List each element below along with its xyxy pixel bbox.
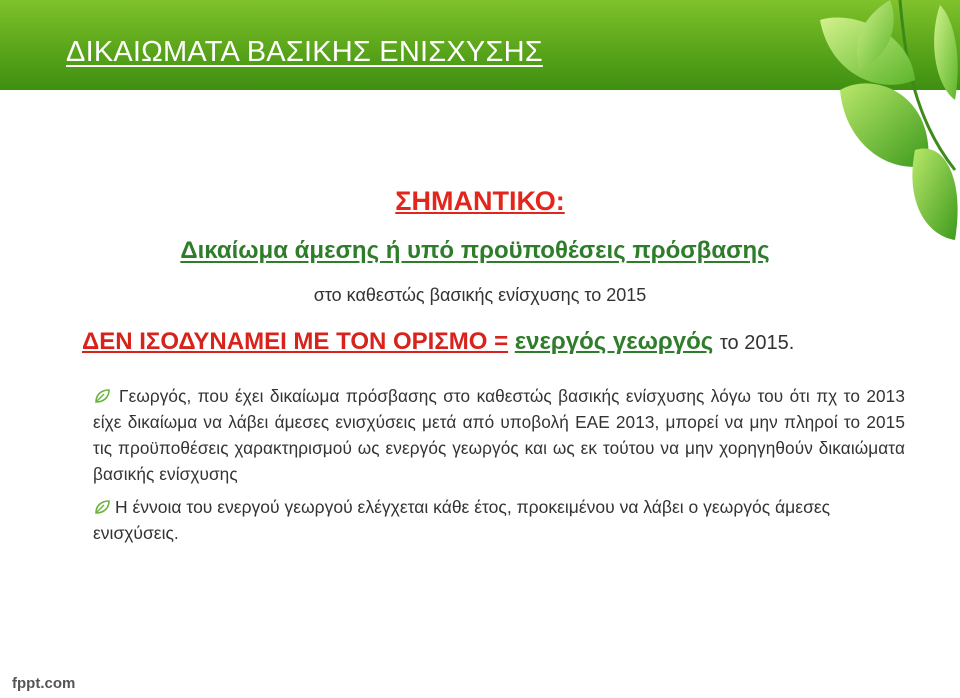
- leaf-bullet-icon: [93, 388, 111, 404]
- bullet-text-2: Η έννοια του ενεργού γεωργού ελέγχεται κάθε έτος, προκειμένου να λάβει ο γεωργός άμεσες ενισχύσεις.: [93, 497, 831, 543]
- subtitle-basic-support: στο καθεστώς βασικής ενίσχυσης το 2015: [313, 285, 647, 305]
- bullet-paragraph-1: [93, 383, 905, 487]
- slide-title: ΔΙΚΑΙΩΜΑΤΑ ΒΑΣΙΚΗΣ ΕΝΙΣΧΥΣΗΣ: [66, 36, 543, 68]
- statement-line: [82, 328, 794, 356]
- statement-red: ΔΕΝ ΙΣΟΔΥΝΑΜΕΙ ΜΕ ΤΟΝ ΟΡΙΣΜΟ =: [82, 328, 509, 355]
- bullet-text-1: Γεωργός, που έχει δικαίωμα πρόσβασης στο καθεστώς βασικής ενίσχυσης λόγω του ότι πχ το 2013 είχε δικαίωμα να λάβει άμεσες ενισχύσεις μετά από υποβολή ΕΑΕ 2013, μπορεί να μην πληροί το 2015 τις προϋποθέσεις χαρακτηρισμού ως ενεργός γεωργός και ως εκ τούτου να μην χορηγηθούν δικαιώματα βασικής ενίσχυσης: [93, 386, 905, 484]
- footer-brand: fppt.com: [12, 675, 76, 692]
- subtitle-access-right: Δικαίωμα άμεσης ή υπό προϋποθέσεις πρόσβασης: [180, 237, 770, 264]
- leaf-bullet-icon: [93, 499, 111, 515]
- statement-tail: το 2015.: [719, 332, 795, 354]
- bullet-paragraph-2: [93, 494, 905, 546]
- important-label: ΣΗΜΑΝΤΙΚΟ:: [395, 186, 565, 216]
- statement-green: ενεργός γεωργός: [514, 328, 714, 355]
